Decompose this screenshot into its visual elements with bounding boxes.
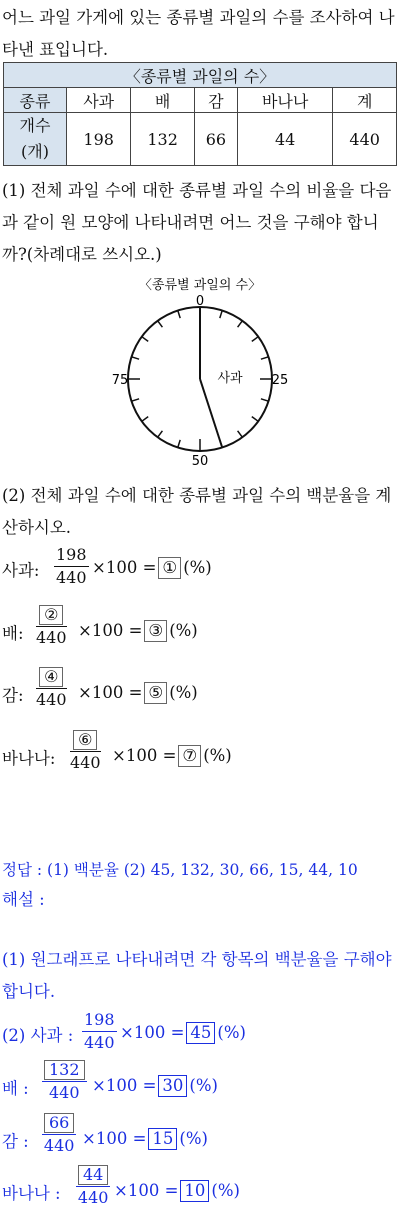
tick-mark: [178, 311, 180, 319]
sol-rest: [120, 1022, 246, 1044]
numerator: [70, 730, 101, 752]
answer-line: 정답 : (1) 백분율 (2) 45, 132, 30, 66, 15, 44, 10: [2, 861, 358, 879]
answer-box: 45: [186, 1022, 215, 1044]
times-100: ×100 =: [92, 1076, 157, 1095]
denominator: 440: [49, 1083, 80, 1102]
intro-text: 어느 과일 가게에 있는 종류별 과일의 수를 조사하여 나타낸 표입니다.: [2, 8, 395, 59]
sol-label: 배 :: [2, 1079, 29, 1098]
count-cell: 66: [194, 113, 237, 166]
table-title: 〈종류별 과일의 수〉: [4, 63, 397, 88]
tick-mark: [158, 321, 163, 327]
tick-mark: [142, 417, 148, 422]
kind-cell: 배: [131, 88, 195, 113]
answer-box: ④: [39, 667, 63, 687]
tick-label-25: 25: [271, 373, 289, 388]
tick-label-75: 75: [111, 373, 129, 388]
sol-label: (2) 사과 :: [2, 1026, 74, 1045]
tick-mark: [132, 357, 140, 359]
times-100: ×100 =: [114, 1181, 179, 1200]
unit: (%): [169, 683, 198, 702]
tick-mark: [252, 417, 258, 422]
sol-fraction: [82, 1010, 117, 1053]
tick-label-50: 50: [191, 454, 209, 469]
tick-mark: [261, 357, 269, 359]
sol-fraction: [42, 1060, 87, 1103]
answer-box: 30: [158, 1075, 187, 1097]
question-2: (2) 전체 과일 수에 대한 종류별 과일 수의 백분율을 계산하시오.: [2, 486, 392, 537]
denominator: 440: [56, 568, 87, 587]
calc-rest: [78, 682, 198, 704]
row-header-count: 개수 (개): [4, 113, 67, 166]
explain-label: 해설 :: [2, 890, 45, 909]
numerator: 198: [82, 1010, 117, 1032]
numerator-box: 132: [44, 1060, 85, 1080]
tick-mark: [178, 440, 180, 448]
times-100: ×100 =: [112, 746, 177, 765]
numerator: [36, 667, 67, 689]
calc-label: 배:: [2, 624, 24, 643]
tick-mark: [142, 337, 148, 342]
kind-cell: 바나나: [237, 88, 332, 113]
answer-box: ⑤: [144, 682, 167, 704]
times-100: ×100 =: [92, 558, 157, 577]
calc-label: 감:: [2, 686, 24, 705]
explain-1: (1) 원그래프로 나타내려면 각 항목의 백분율을 구해야 합니다.: [2, 950, 392, 1001]
times-100: ×100 =: [78, 683, 143, 702]
sol-label: 바나나 :: [2, 1184, 61, 1203]
sol-rest: [82, 1128, 208, 1150]
sol-fraction: [76, 1165, 110, 1208]
unit: (%): [211, 1181, 240, 1200]
sector-label-apple: 사과: [217, 371, 243, 386]
numerator: [42, 1113, 76, 1135]
numerator: [42, 1060, 87, 1082]
denominator: 440: [77, 1188, 109, 1207]
numerator: 198: [54, 545, 89, 567]
answer-box: ①: [158, 557, 181, 579]
numerator-box: 44: [78, 1165, 108, 1185]
numerator-box: 66: [44, 1113, 74, 1133]
calc-rest: [92, 557, 212, 579]
tick-mark: [220, 311, 222, 319]
calc-fraction: [54, 545, 89, 588]
count-cell: 132: [131, 113, 195, 166]
count-cell: 44: [237, 113, 332, 166]
answer-box: 10: [180, 1180, 209, 1202]
tick-mark: [132, 399, 140, 401]
denominator: 440: [70, 753, 101, 772]
unit: (%): [179, 1129, 208, 1148]
count-cell: 440: [333, 113, 397, 166]
tick-mark: [238, 431, 243, 437]
tick-label-0: 0: [195, 294, 205, 309]
calc-fraction: [70, 730, 101, 773]
circle-title: 〈종류별 과일의 수〉: [138, 278, 262, 293]
kind-cell: 사과: [67, 88, 131, 113]
question-1: (1) 전체 과일 수에 대한 종류별 과일 수의 비율을 다음과 같이 원 모양에 나타내려면 어느 것을 구해야 합니까?(차례대로 쓰시오.): [2, 181, 392, 264]
unit: (%): [169, 621, 198, 640]
calc-label: 사과:: [2, 561, 40, 580]
sol-rest: [92, 1075, 218, 1097]
sector-line-end: [200, 379, 222, 448]
count-cell: 198: [67, 113, 131, 166]
answer-box: ⑦: [178, 745, 201, 767]
times-100: ×100 =: [78, 621, 143, 640]
calc-fraction: [36, 605, 67, 648]
tick-mark: [238, 321, 243, 327]
sol-rest: [114, 1180, 240, 1202]
row-header-kind: 종류: [4, 88, 67, 113]
circle-graph: [100, 272, 300, 472]
answer-box: ⑥: [73, 730, 97, 750]
denominator: 440: [43, 1136, 75, 1155]
unit: (%): [183, 558, 212, 577]
unit: (%): [217, 1023, 246, 1042]
kind-cell: 계: [333, 88, 397, 113]
sol-fraction: [42, 1113, 76, 1156]
denominator: 440: [36, 690, 67, 709]
tick-mark: [261, 399, 269, 401]
calc-rest: [112, 745, 232, 767]
calc-fraction: [36, 667, 67, 710]
numerator: [76, 1165, 110, 1187]
times-100: ×100 =: [82, 1129, 147, 1148]
unit: (%): [203, 746, 232, 765]
denominator: 440: [36, 628, 67, 647]
tick-mark: [158, 431, 163, 437]
calc-rest: [78, 620, 198, 642]
numerator: [36, 605, 67, 627]
times-100: ×100 =: [120, 1023, 185, 1042]
answer-box: ③: [144, 620, 167, 642]
calc-label: 바나나:: [2, 749, 56, 768]
tick-mark: [252, 337, 258, 342]
answer-box: ②: [39, 605, 63, 625]
unit: (%): [189, 1076, 218, 1095]
answer-box: 15: [148, 1128, 177, 1150]
kind-cell: 감: [194, 88, 237, 113]
denominator: 440: [84, 1033, 115, 1052]
sol-label: 감 :: [2, 1132, 29, 1151]
fruit-count-table: [3, 62, 397, 166]
